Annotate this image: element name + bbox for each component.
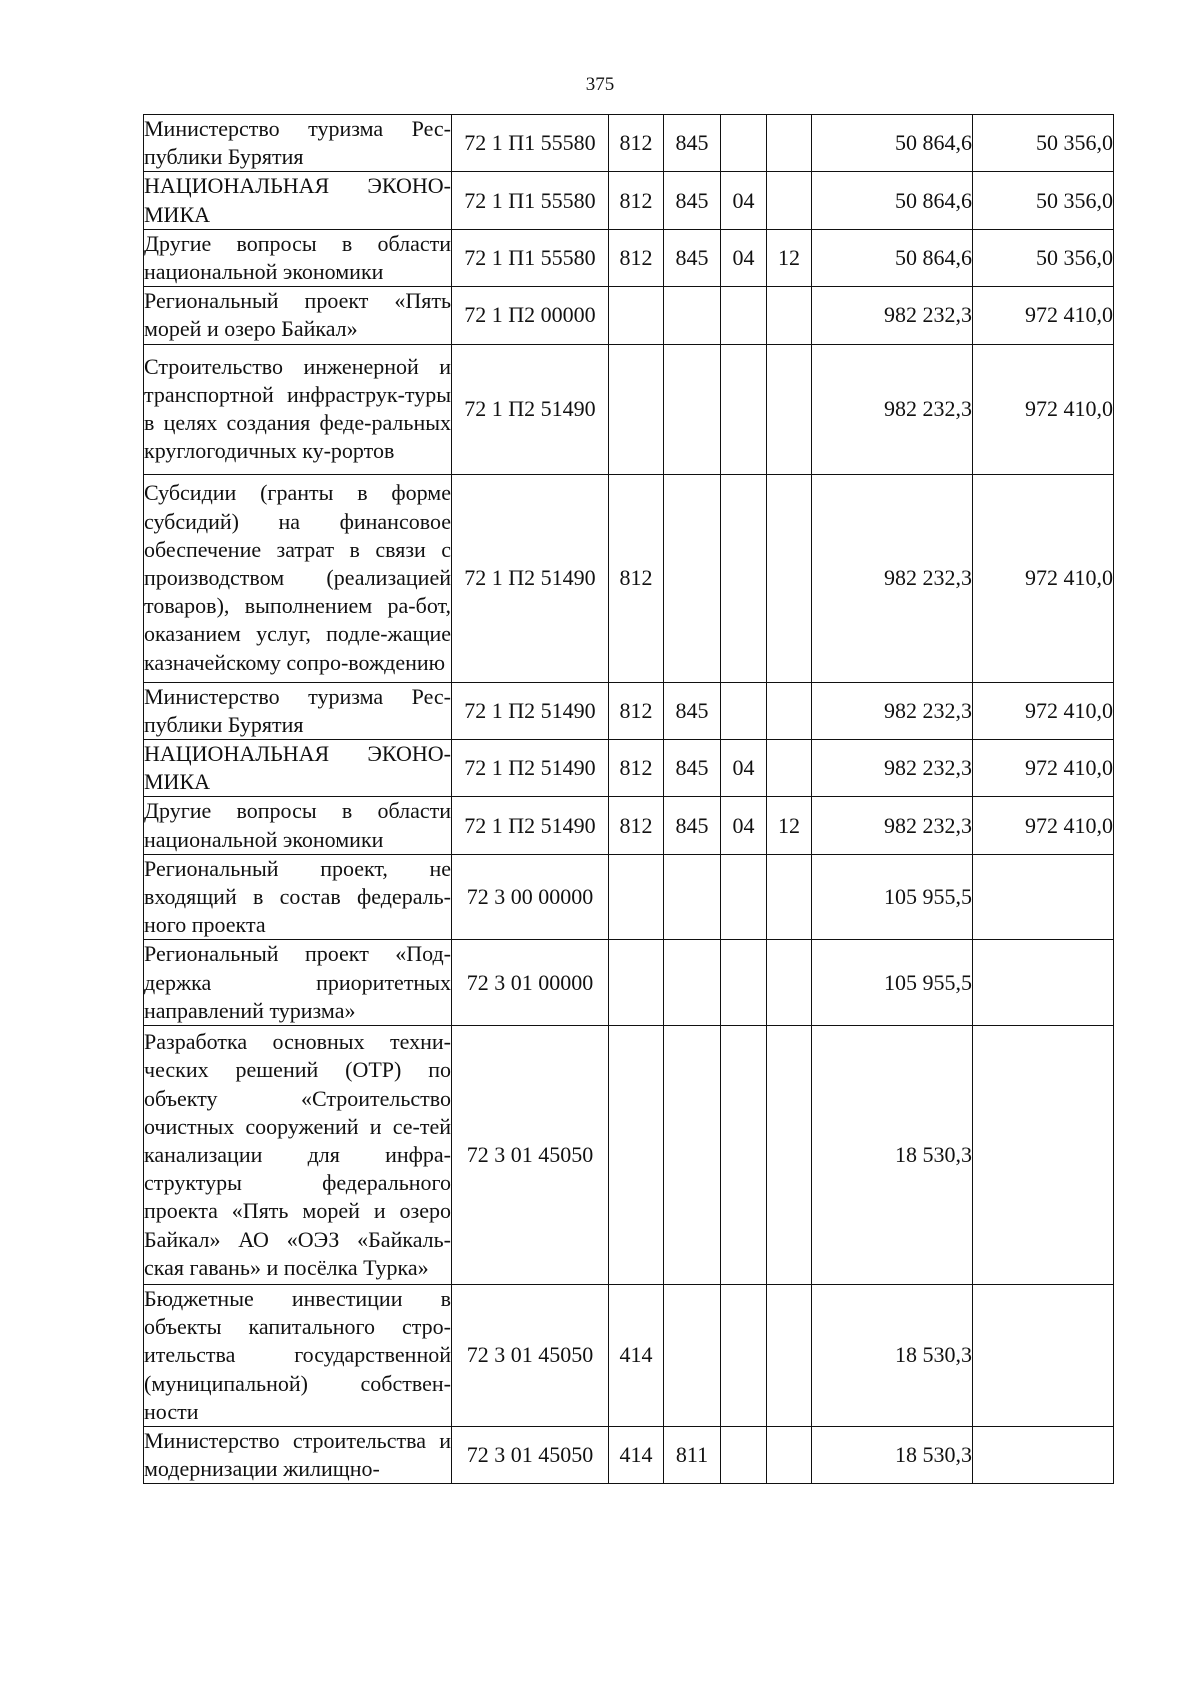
subsection-code: [767, 940, 812, 1026]
table-row: [144, 115, 1114, 172]
amount-year-1: 50 864,6: [812, 229, 973, 286]
amount-year-2: 972 410,0: [973, 682, 1114, 739]
subsection-code: [767, 287, 812, 344]
amount-year-2: 972 410,0: [973, 740, 1114, 797]
section-code: [721, 940, 767, 1026]
section-code: [721, 1427, 767, 1484]
amount-year-1: 982 232,3: [812, 474, 973, 682]
table-row: [144, 1427, 1114, 1484]
target-code: 72 1 П2 51490: [452, 344, 609, 474]
ministry-code: 845: [664, 229, 721, 286]
subsection-code: [767, 682, 812, 739]
expense-type: [609, 940, 664, 1026]
ministry-code: [664, 1285, 721, 1427]
ministry-code: 845: [664, 797, 721, 854]
subsection-code: 12: [767, 229, 812, 286]
section-code: 04: [721, 229, 767, 286]
amount-year-1: 982 232,3: [812, 740, 973, 797]
amount-year-2: 50 356,0: [973, 115, 1114, 172]
subsection-code: [767, 1427, 812, 1484]
amount-year-1: 18 530,3: [812, 1026, 973, 1285]
page-number: 375: [585, 74, 615, 95]
ministry-code: 845: [664, 115, 721, 172]
amount-year-2: 972 410,0: [973, 344, 1114, 474]
ministry-code: [664, 940, 721, 1026]
amount-year-1: 982 232,3: [812, 797, 973, 854]
target-code: 72 3 01 45050: [452, 1026, 609, 1285]
amount-year-2: [973, 1427, 1114, 1484]
section-code: 04: [721, 740, 767, 797]
ministry-code: 845: [664, 682, 721, 739]
amount-year-2: 972 410,0: [973, 474, 1114, 682]
amount-year-1: 105 955,5: [812, 854, 973, 940]
amount-year-1: 50 864,6: [812, 172, 973, 229]
expense-type: [609, 344, 664, 474]
section-code: 04: [721, 172, 767, 229]
expense-type: 414: [609, 1285, 664, 1427]
subsection-code: [767, 474, 812, 682]
row-name: Разработка основных техни-ческих решений (ОТР) по объекту «Строительство очистных сооружений и се-тей канализации для инфра-структуры федерального проекта «Пять морей и озеро Байкал» АО «ОЭЗ «Байкаль-ская гавань» и посёлка Турка»: [144, 1026, 452, 1285]
amount-year-1: 982 232,3: [812, 287, 973, 344]
section-code: [721, 1026, 767, 1285]
table-row: [144, 287, 1114, 344]
amount-year-1: 18 530,3: [812, 1427, 973, 1484]
subsection-code: [767, 740, 812, 797]
expense-type: 812: [609, 797, 664, 854]
subsection-code: [767, 854, 812, 940]
table-row: [144, 172, 1114, 229]
expense-type: 812: [609, 172, 664, 229]
ministry-code: [664, 344, 721, 474]
target-code: 72 1 П2 51490: [452, 740, 609, 797]
section-code: [721, 115, 767, 172]
row-name: НАЦИОНАЛЬНАЯ ЭКОНО-МИКА: [144, 172, 452, 229]
subsection-code: [767, 1285, 812, 1427]
table-row: [144, 940, 1114, 1026]
table-row: [144, 1026, 1114, 1285]
target-code: 72 1 П2 51490: [452, 682, 609, 739]
expense-type: 812: [609, 682, 664, 739]
amount-year-1: 982 232,3: [812, 344, 973, 474]
row-name: Строительство инженерной и транспортной инфраструк-туры в целях создания феде-ральных круглогодичных ку-рортов: [144, 344, 452, 474]
amount-year-2: [973, 1285, 1114, 1427]
expense-type: 812: [609, 229, 664, 286]
target-code: 72 3 00 00000: [452, 854, 609, 940]
section-code: 04: [721, 797, 767, 854]
table-row: [144, 682, 1114, 739]
table-row: [144, 1285, 1114, 1427]
table-row: [144, 229, 1114, 286]
ministry-code: [664, 1026, 721, 1285]
amount-year-1: 50 864,6: [812, 115, 973, 172]
table-row: [144, 740, 1114, 797]
section-code: [721, 854, 767, 940]
amount-year-2: [973, 940, 1114, 1026]
row-name: Министерство строительства и модернизации жилищно-: [144, 1427, 452, 1484]
amount-year-1: 105 955,5: [812, 940, 973, 1026]
section-code: [721, 344, 767, 474]
row-name: Региональный проект, не входящий в состав федераль-ного проекта: [144, 854, 452, 940]
table-row: [144, 797, 1114, 854]
row-name: Министерство туризма Рес-публики Бурятия: [144, 115, 452, 172]
section-code: [721, 1285, 767, 1427]
target-code: 72 3 01 45050: [452, 1427, 609, 1484]
target-code: 72 1 П1 55580: [452, 172, 609, 229]
amount-year-2: [973, 1026, 1114, 1285]
amount-year-1: 18 530,3: [812, 1285, 973, 1427]
row-name: НАЦИОНАЛЬНАЯ ЭКОНО-МИКА: [144, 740, 452, 797]
expense-type: 812: [609, 740, 664, 797]
ministry-code: [664, 287, 721, 344]
target-code: 72 3 01 00000: [452, 940, 609, 1026]
section-code: [721, 287, 767, 344]
amount-year-2: [973, 854, 1114, 940]
target-code: 72 1 П2 51490: [452, 474, 609, 682]
amount-year-2: 972 410,0: [973, 287, 1114, 344]
row-name: Другие вопросы в области национальной экономики: [144, 229, 452, 286]
expense-type: 812: [609, 115, 664, 172]
expense-type: [609, 287, 664, 344]
row-name: Субсидии (гранты в форме субсидий) на финансовое обеспечение затрат в связи с производством (реализацией товаров), выполнением ра-бот, оказанием услуг, подле-жащие казначейскому сопро-вождению: [144, 474, 452, 682]
ministry-code: 845: [664, 740, 721, 797]
target-code: 72 1 П1 55580: [452, 229, 609, 286]
subsection-code: [767, 115, 812, 172]
ministry-code: [664, 854, 721, 940]
table-row: [144, 344, 1114, 474]
row-name: Министерство туризма Рес-публики Бурятия: [144, 682, 452, 739]
ministry-code: 811: [664, 1427, 721, 1484]
row-name: Бюджетные инвестиции в объекты капитального стро-ительства государственной (муниципальной) собствен-ности: [144, 1285, 452, 1427]
ministry-code: 845: [664, 172, 721, 229]
row-name: Другие вопросы в области национальной экономики: [144, 797, 452, 854]
subsection-code: [767, 172, 812, 229]
budget-table: [143, 114, 1114, 1484]
expense-type: 414: [609, 1427, 664, 1484]
amount-year-2: 972 410,0: [973, 797, 1114, 854]
amount-year-1: 982 232,3: [812, 682, 973, 739]
expense-type: [609, 1026, 664, 1285]
target-code: 72 1 П2 00000: [452, 287, 609, 344]
table-body: [144, 115, 1114, 1484]
expense-type: [609, 854, 664, 940]
expense-type: 812: [609, 474, 664, 682]
target-code: 72 1 П1 55580: [452, 115, 609, 172]
amount-year-2: 50 356,0: [973, 172, 1114, 229]
section-code: [721, 682, 767, 739]
row-name: Региональный проект «Под-держка приоритетных направлений туризма»: [144, 940, 452, 1026]
section-code: [721, 474, 767, 682]
target-code: 72 3 01 45050: [452, 1285, 609, 1427]
target-code: 72 1 П2 51490: [452, 797, 609, 854]
ministry-code: [664, 474, 721, 682]
table-row: [144, 474, 1114, 682]
row-name: Региональный проект «Пять морей и озеро Байкал»: [144, 287, 452, 344]
table-row: [144, 854, 1114, 940]
amount-year-2: 50 356,0: [973, 229, 1114, 286]
subsection-code: [767, 1026, 812, 1285]
subsection-code: 12: [767, 797, 812, 854]
subsection-code: [767, 344, 812, 474]
